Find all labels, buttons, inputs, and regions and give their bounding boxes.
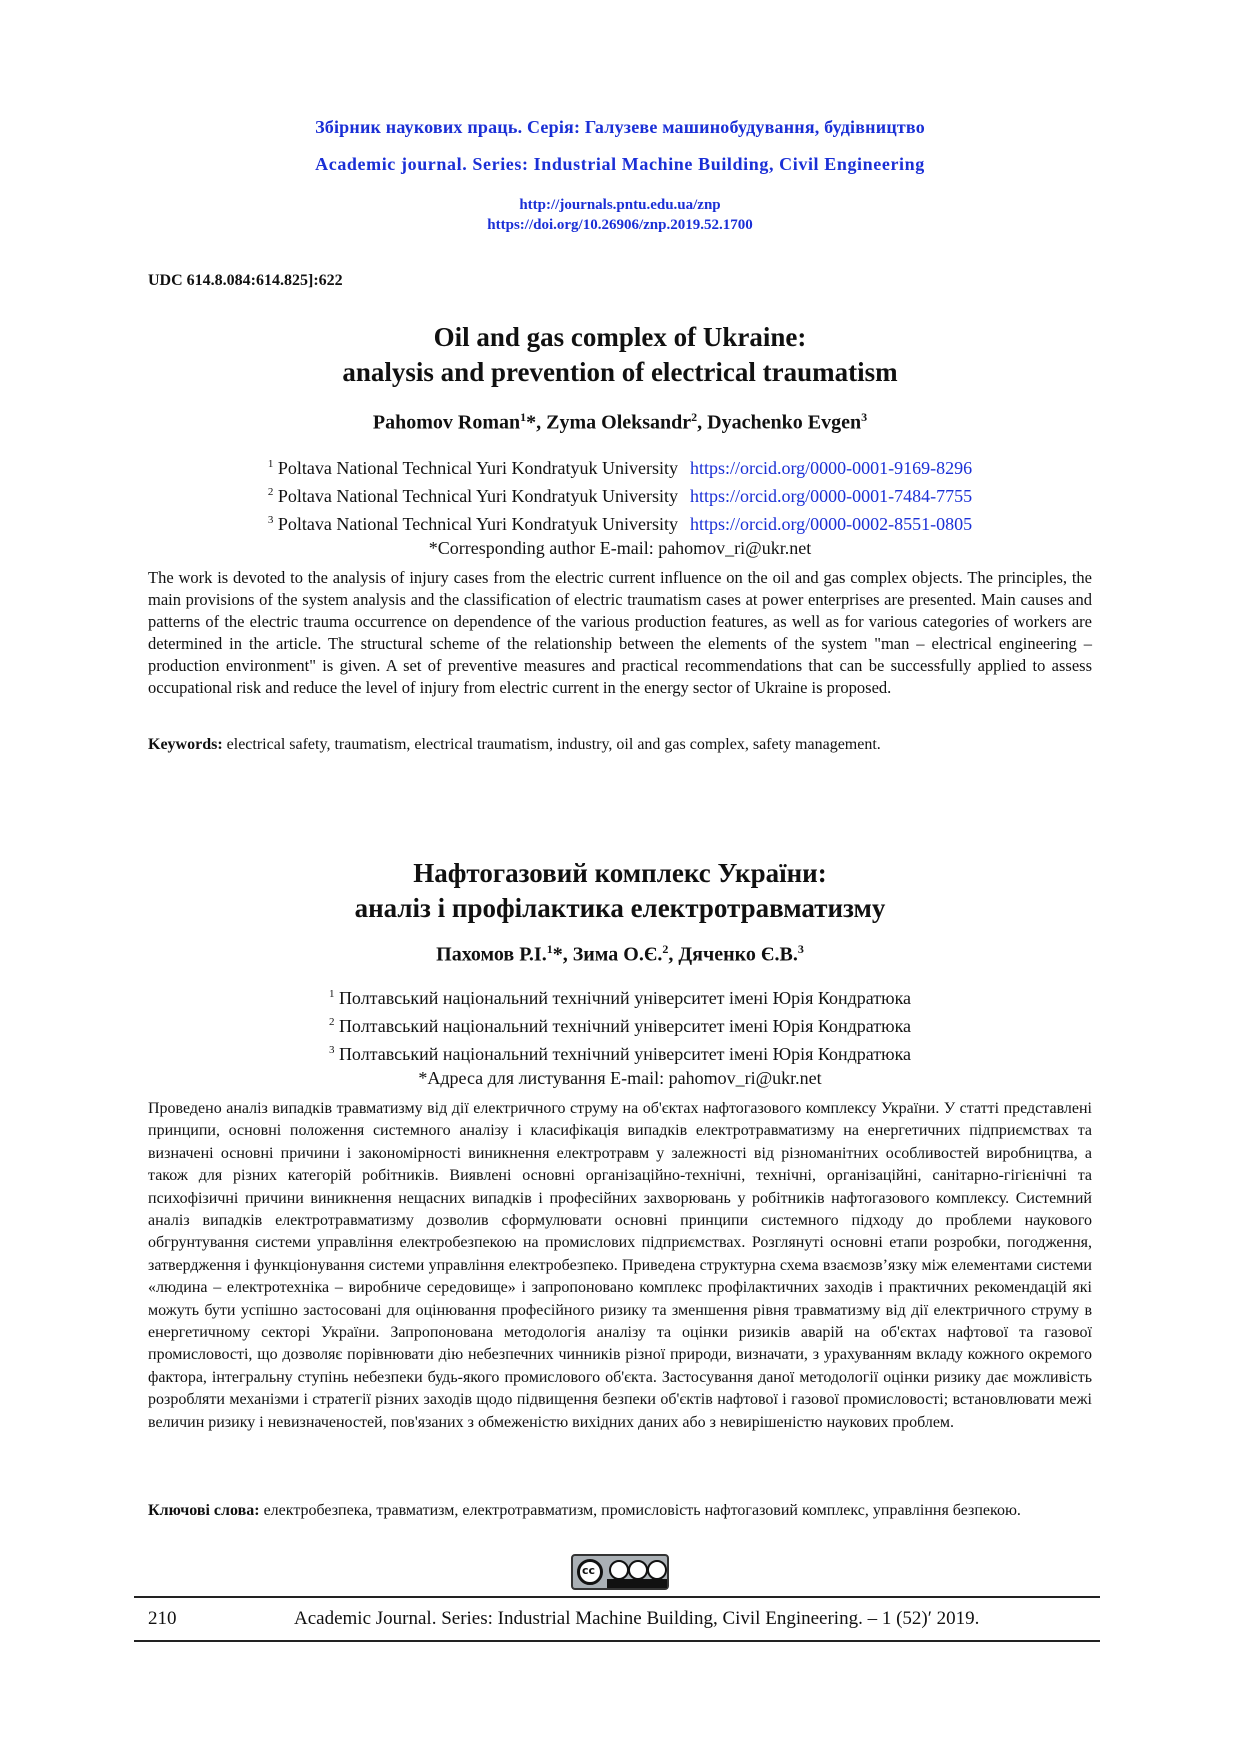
- affiliation-sup: 2: [328, 1016, 335, 1028]
- corresponding-author-ua: *Адреса для листування E-mail: pahomov_ri@ukr.net: [418, 1068, 822, 1088]
- author-sup: 3: [797, 942, 804, 956]
- journal-links: [0, 195, 1240, 235]
- affiliation-name: Poltava National Technical Yuri Kondratyuk University: [277, 514, 678, 534]
- affiliations-ua: [0, 982, 1240, 1090]
- affiliation-line: [0, 452, 1240, 480]
- affiliation-name: Полтавський національний технічний університет імені Юрія Кондратюка: [338, 988, 912, 1008]
- affiliation-sup: 3: [267, 514, 274, 526]
- footer-journal-citation: Academic Journal. Series: Industrial Machine Building, Civil Engineering. – 1 (52)′ 2019.: [294, 1608, 980, 1629]
- affiliation-sup: 1: [328, 988, 335, 1000]
- orcid-link[interactable]: https://orcid.org/0000-0001-7484-7755: [690, 486, 973, 506]
- keywords-en: [148, 734, 1092, 756]
- orcid-link[interactable]: https://orcid.org/0000-0001-9169-8296: [690, 458, 973, 478]
- affiliation-name: Полтавський національний технічний університет імені Юрія Кондратюка: [338, 1016, 912, 1036]
- footer-rule-top: [134, 1596, 1100, 1598]
- author-sup: 2: [662, 942, 669, 956]
- affiliation-line: [0, 982, 1240, 1010]
- author-sep: *,: [552, 943, 573, 966]
- authors-ua: [0, 942, 1240, 967]
- keywords-text: electrical safety, traumatism, electrical traumatism, industry, oil and gas complex, safety management.: [226, 736, 881, 753]
- author-name: Пахомов Р.І.: [436, 943, 547, 966]
- page-number: 210: [148, 1608, 177, 1629]
- author-sep: *,: [526, 411, 547, 434]
- keywords-ua: [148, 1500, 1092, 1522]
- affiliation-line: [0, 480, 1240, 508]
- journal-title-ua: Збірник наукових праць. Серія: Галузеве машинобудування, будівництво: [315, 117, 925, 137]
- affiliations-en: [0, 452, 1240, 560]
- author-name: Zyma Oleksandr: [546, 411, 692, 434]
- abstract-ua: Проведено аналіз випадків травматизму від дії електричного струму на об'єктах нафтогазового комплексу України. У статті представлені принципи, основні положення системного аналізу і класифікація випадків електротравматизму на енергетичних підприємствах та визначені основні причини і закономірності виникнення електротравм у залежності від різноманітних особливостей виробництва, а також для різних категорій робітників. Виявлені основні організаційно-технічні, технічні, організаційні, санітарно-гігієнічні та психофізичні причини виникнення нещасних випадків і професійних захворювань у робітників нафтогазового комплексу. Системний аналіз випадків електротравматизму дозволив сформулювати основні принципи системного підходу до проблеми наукового обгрунтування системи управління електробезпекою на промислових підприємствах. Розглянуті основні етапи розробки, погодження, затвердження і функціонування системи управління електробезпеко. Приведена структурна схема взаємозв’язку між елементами системи «людина – електротехніка – виробниче середовище» і запропоновано комплекс профілактичних заходів і практичних рекомендацій які можуть бути успішно застосовані для оцінювання професійного ризику та зменшення рівня травматизму від дії електричного струму в енергетичному секторі України. Запропонована методологія аналізу та оцінки ризиків аварій на об'єктах нафтової та газової промисловості, що дозволяє порівнювати дію небезпечних чинників різної природи, визначати, з урахуванням вкладу кожного окремого фактора, інтегральну ступінь небезпеки будь-якого промислового об'єкта. Застосування даної методології оцінки ризику дає можливість розробляти механізми і стратегії різних заходів щодо підвищення безпеки об'єктів нафтової і газової промисловості; встановлювати межі величин ризику і невизначеностей, пов'язаних з обмеженістю вихідних даних або з невирішеністю наукових проблем.: [148, 1100, 1092, 1431]
- doi-link[interactable]: https://doi.org/10.26906/znp.2019.52.1700: [487, 217, 753, 233]
- cc-by-nc-sa-icon[interactable]: [571, 1554, 669, 1590]
- paper-title-en: [0, 320, 1240, 390]
- journal-url-link[interactable]: http://journals.pntu.edu.ua/znp: [519, 197, 721, 213]
- abstract-en: The work is devoted to the analysis of injury cases from the electric current influence on the oil and gas complex objects. The principles, the main provisions of the system analysis and the classification of electric traumatism cases at power enterprises are presented. Main causes and patterns of the electric trauma occurrence on dependence of the various production features, as well as for various categories of workers are determined in the article. The structural scheme of the relationship between the elements of the system "man – electrical engineering – production environment" is given. A set of preventive measures and practical recommendations that can be successfully applied to assess occupational risk and reduce the level of injury from electric current in the energy sector of Ukraine is proposed.: [148, 568, 1092, 697]
- footer-rule-bottom: [134, 1640, 1100, 1642]
- udc-code: UDC 614.8.084:614.825]:622: [148, 272, 343, 289]
- affiliation-name: Poltava National Technical Yuri Kondratyuk University: [277, 486, 678, 506]
- author-name: Зима О.Є.: [572, 943, 663, 966]
- paper-title-en-line2: analysis and prevention of electrical traumatism: [342, 357, 898, 387]
- license-strip: [607, 1579, 667, 1588]
- author-name: Pahomov Roman: [372, 411, 521, 434]
- cc-logo-icon: cc: [577, 1559, 603, 1585]
- keywords-text: електробезпека, травматизм, електротравматизм, промисловість нафтогазовий комплекс, управління безпекою.: [263, 1502, 1021, 1519]
- paper-title-en-line1: Oil and gas complex of Ukraine:: [433, 322, 807, 352]
- author-sep: ,: [668, 943, 679, 966]
- paper-title-ua: [0, 856, 1240, 926]
- journal-title-en: Academic journal. Series: Industrial Machine Building, Civil Engineering: [315, 154, 925, 174]
- affiliation-line: [0, 508, 1240, 536]
- nc-dollar-icon: [628, 1560, 648, 1580]
- affiliation-line: [0, 1010, 1240, 1038]
- keywords-label: Keywords:: [148, 736, 223, 753]
- paper-title-ua-line2: аналіз і профілактика електротравматизму: [354, 893, 886, 923]
- orcid-link[interactable]: https://orcid.org/0000-0002-8551-0805: [690, 514, 973, 534]
- affiliation-line: [0, 1038, 1240, 1066]
- paper-title-ua-line1: Нафтогазовий комплекс України:: [413, 858, 827, 888]
- author-sup: 3: [861, 410, 868, 424]
- author-sup: 1: [520, 410, 527, 424]
- affiliation-sup: 3: [328, 1044, 335, 1056]
- keywords-label: Ключові слова:: [148, 1502, 260, 1519]
- affiliation-name: Poltava National Technical Yuri Kondratyuk University: [277, 458, 678, 478]
- author-name: Dyachenko Evgen: [707, 411, 862, 434]
- author-sup: 1: [546, 942, 553, 956]
- author-sup: 2: [691, 410, 698, 424]
- affiliation-name: Полтавський національний технічний університет імені Юрія Кондратюка: [338, 1044, 912, 1064]
- corresponding-author-en: *Corresponding author E-mail: pahomov_ri@ukr.net: [428, 538, 812, 558]
- author-sep: ,: [697, 411, 708, 434]
- affiliation-sup: 2: [267, 486, 274, 498]
- author-name: Дяченко Є.В.: [678, 943, 798, 966]
- sa-share-icon: [647, 1560, 667, 1580]
- by-person-icon: [609, 1560, 629, 1580]
- authors-en: [0, 410, 1240, 435]
- affiliation-sup: 1: [267, 458, 274, 470]
